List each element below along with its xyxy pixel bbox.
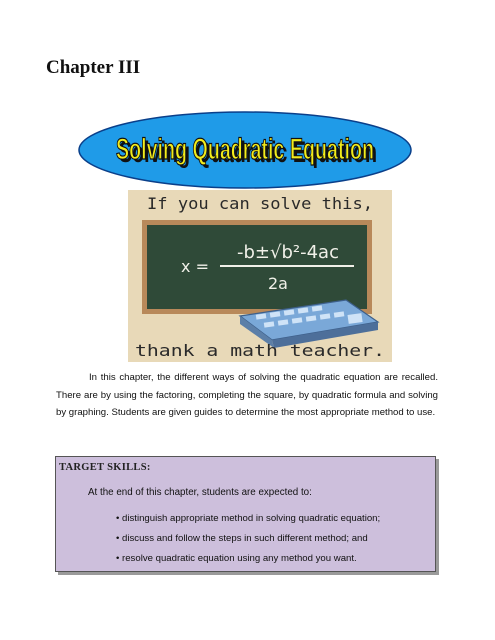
intro-paragraph: In this chapter, the different ways of solving the quadratic equation are recalled. There are by using the factoring, completing the square, by quadratic formula and solving by graphing. Students are given guides to determine the most appropriate method to use. (56, 372, 438, 418)
list-item: • resolve quadratic equation using any method you want. (116, 549, 380, 569)
target-skills-lead: At the end of this chapter, students are expected to: (88, 487, 312, 498)
list-item: • distinguish appropriate method in solving quadratic equation; (116, 509, 380, 529)
target-skills-list (116, 509, 380, 569)
math-poster-image (128, 190, 392, 362)
formula-denominator: 2a (268, 274, 288, 293)
formula-numerator: -b±√b²-4ac (237, 242, 339, 263)
target-skills-box (55, 456, 436, 572)
target-skills-heading: TARGET SKILLS: (59, 462, 151, 473)
chapter-banner (78, 104, 412, 190)
banner-shadow-text: Solving Quadratic Equation (119, 136, 377, 169)
formula-lhs: x = (181, 257, 209, 276)
list-item: • discuss and follow the steps in such different method; and (116, 529, 380, 549)
poster-bottom-text: thank a math teacher. (135, 341, 385, 360)
banner-title: Solving Quadratic Equation (116, 133, 374, 166)
poster-top-text: If you can solve this, (147, 194, 373, 213)
chapter-title: Chapter III (46, 57, 141, 78)
